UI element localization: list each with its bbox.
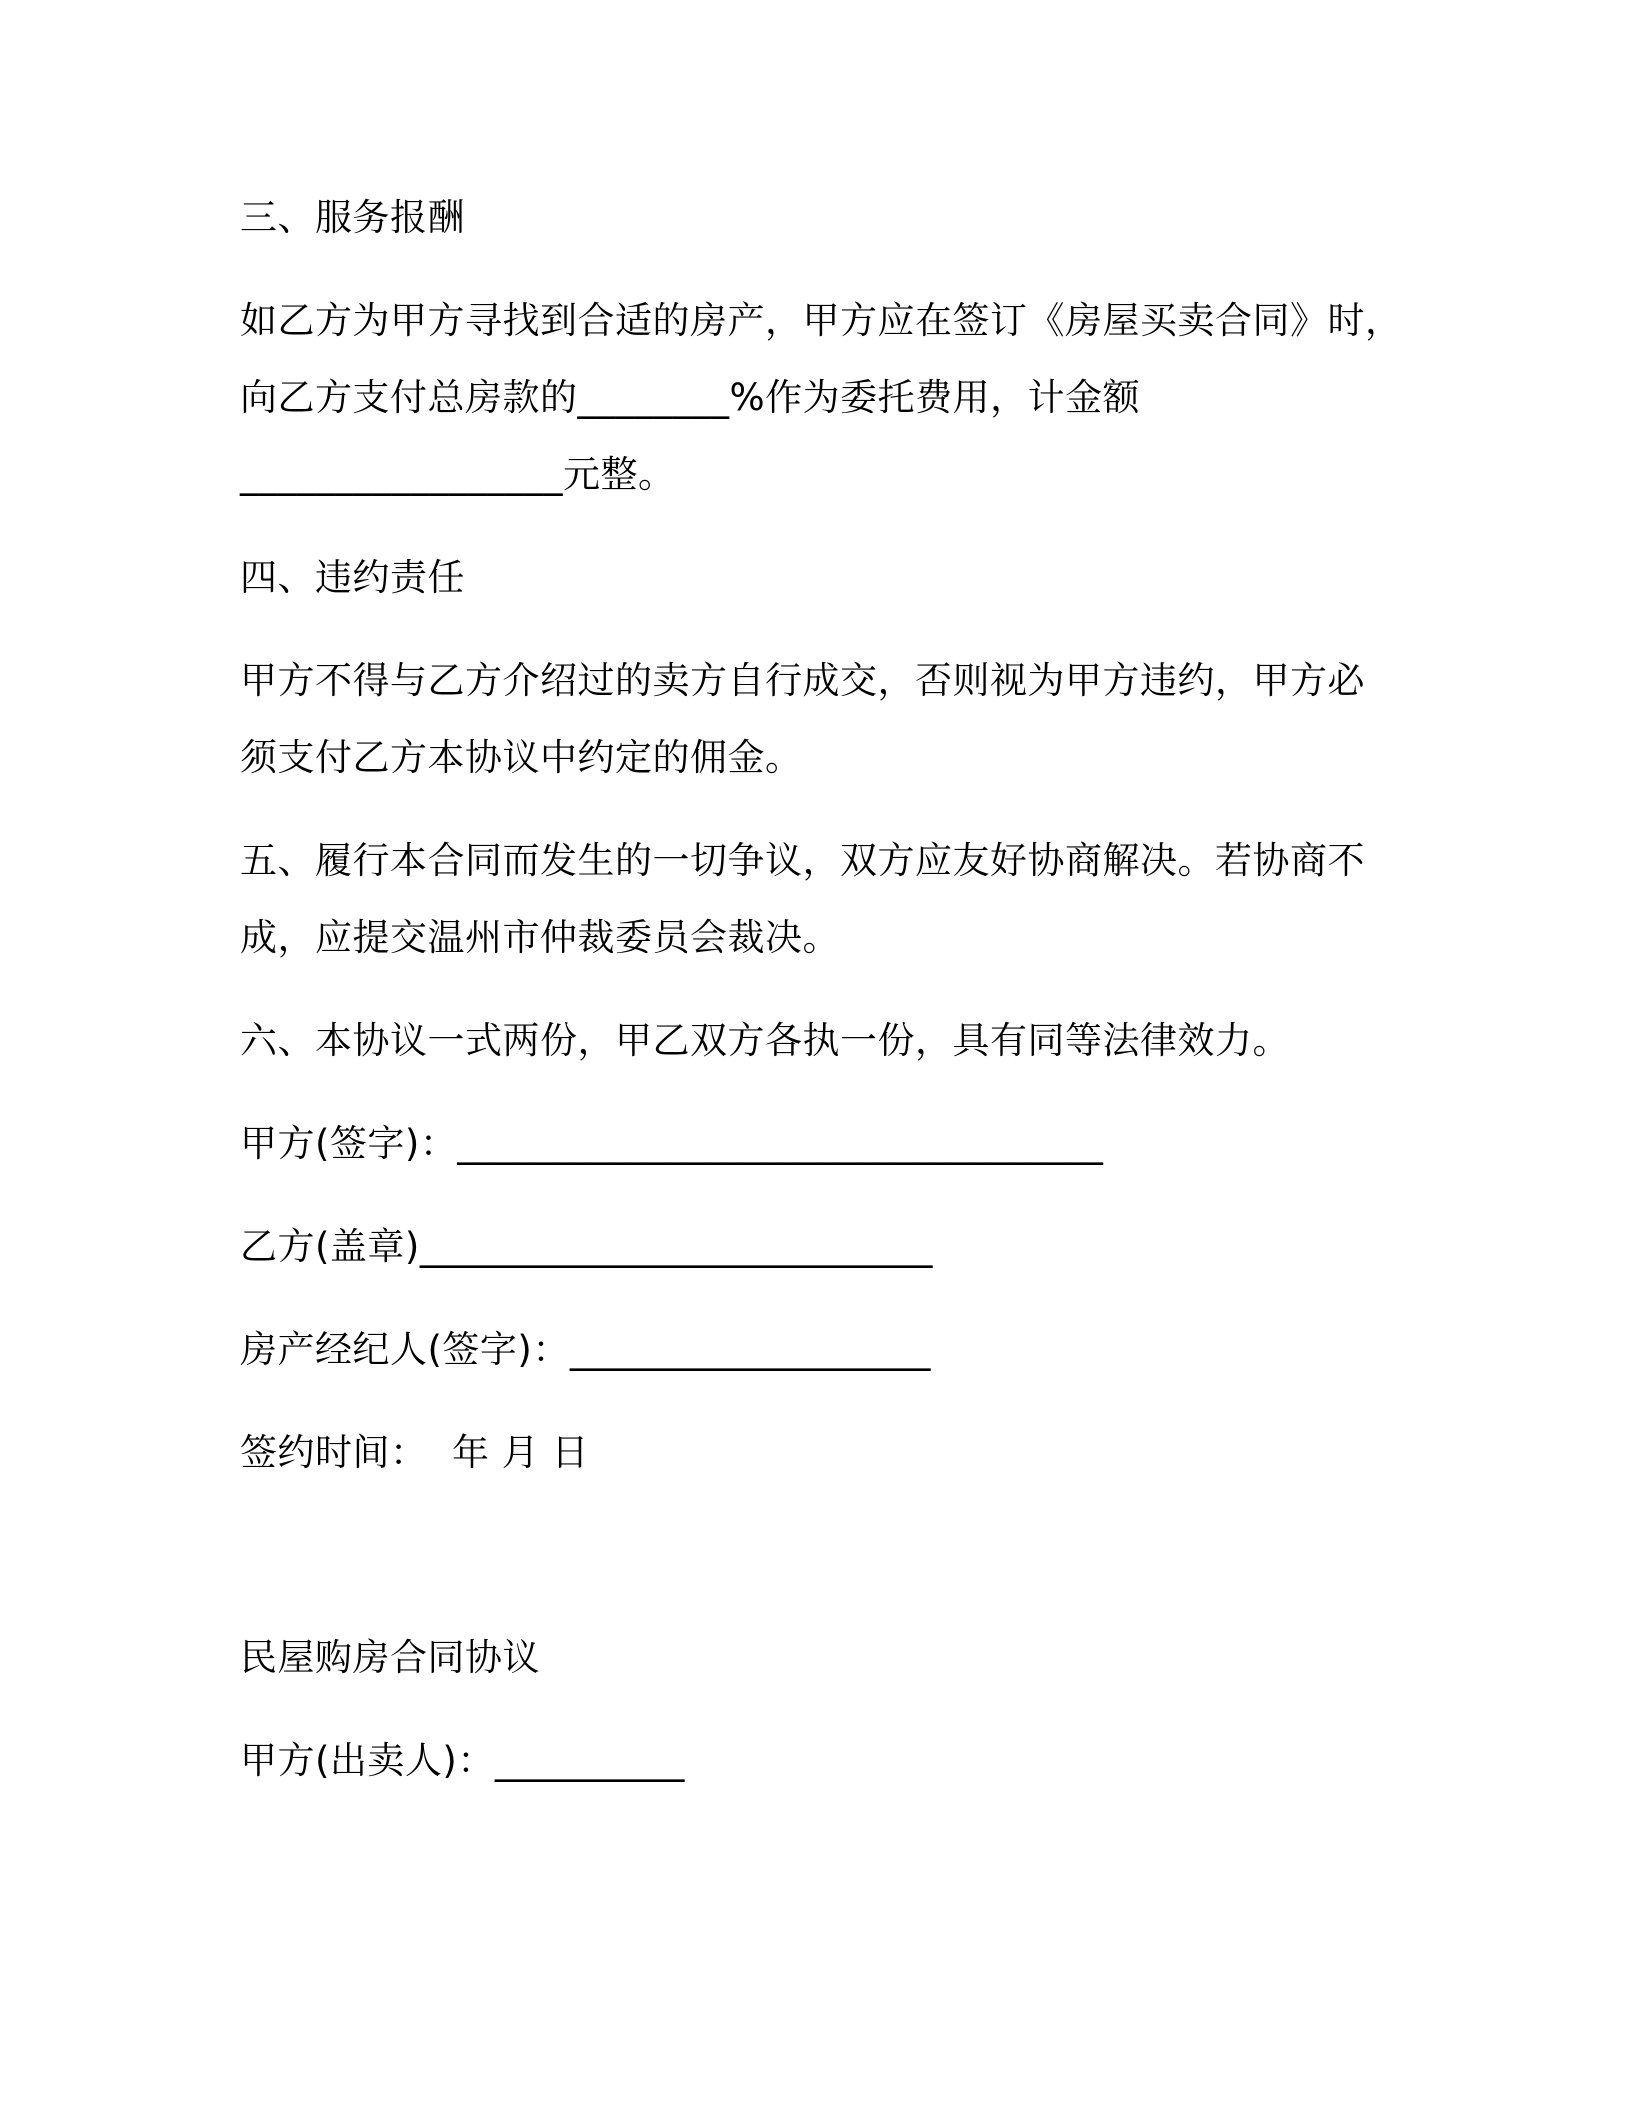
seller-line: 甲方(出卖人)：__________ [240,1739,685,1782]
signing-date-line: 签约时间： 年 月 日 [240,1431,590,1474]
section-3-heading: 三、服务报酬 [240,196,465,239]
section-4-line-1: 甲方不得与乙方介绍过的卖方自行成交，否则视为甲方违约，甲方必 [240,659,1365,702]
section-5-line-1: 五、履行本合同而发生的一切争议，双方应友好协商解决。若协商不 [240,839,1365,882]
section-3-line-2: 向乙方支付总房款的________%作为委托费用，计金额 [240,376,1141,419]
party-b-seal-line: 乙方(盖章)___________________________ [240,1225,933,1268]
section-5-line-2: 成，应提交温州市仲裁委员会裁决。 [240,916,840,959]
agent-signature-line: 房产经纪人(签字)：___________________ [240,1328,931,1371]
section-4-line-2: 须支付乙方本协议中约定的佣金。 [240,736,803,779]
party-a-signature-line: 甲方(签字)：__________________________________ [240,1122,1104,1165]
section-3-line-1: 如乙方为甲方寻找到合适的房产，甲方应在签订《房屋买卖合同》时， [240,299,1403,342]
section-4-heading: 四、违约责任 [240,556,465,599]
next-contract-title: 民屋购房合同协议 [240,1636,540,1679]
section-6-line: 六、本协议一式两份，甲乙双方各执一份，具有同等法律效力。 [240,1019,1290,1062]
section-3-line-3: _________________元整。 [240,453,676,496]
